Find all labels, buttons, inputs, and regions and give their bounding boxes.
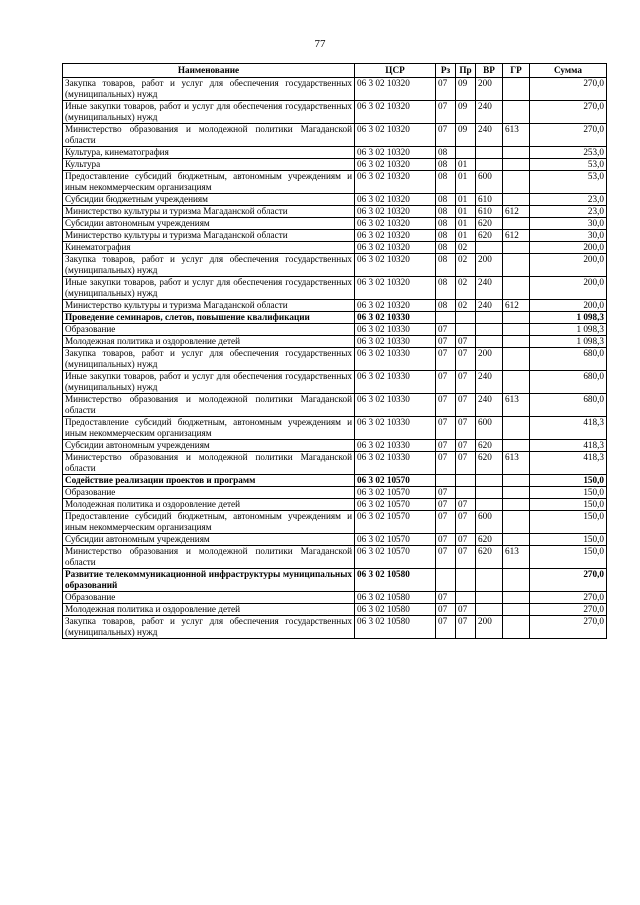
pr-cell: 07 <box>456 546 476 569</box>
table-row <box>63 394 607 417</box>
name-cell: Проведение семинаров, слетов, повышение квалификации <box>63 312 355 324</box>
table-body <box>63 78 607 639</box>
vr-cell: 240 <box>476 394 503 417</box>
sum-cell: 150,0 <box>530 487 607 499</box>
header-rz: Рз <box>436 64 456 78</box>
rz-cell: 07 <box>436 511 456 534</box>
table-row <box>63 159 607 171</box>
gr-cell: 613 <box>503 452 530 475</box>
vr-cell <box>476 312 503 324</box>
name-cell: Закупка товаров, работ и услуг для обеспечения государственных (муниципальных) нужд <box>63 78 355 101</box>
name-cell: Молодежная политика и оздоровление детей <box>63 336 355 348</box>
sum-cell: 680,0 <box>530 348 607 371</box>
rz-cell: 07 <box>436 124 456 147</box>
csr-cell: 06 3 02 10320 <box>355 277 436 300</box>
gr-cell <box>503 569 530 592</box>
rz-cell: 07 <box>436 371 456 394</box>
gr-cell <box>503 147 530 159</box>
vr-cell: 600 <box>476 171 503 194</box>
name-cell: Предоставление субсидий бюджетным, автономным учреждениям и иным некоммерческим организациям <box>63 417 355 440</box>
sum-cell: 270,0 <box>530 124 607 147</box>
vr-cell: 620 <box>476 452 503 475</box>
csr-cell: 06 3 02 10320 <box>355 218 436 230</box>
table-row <box>63 592 607 604</box>
pr-cell <box>456 487 476 499</box>
table-row <box>63 277 607 300</box>
header-pr: Пр <box>456 64 476 78</box>
name-cell: Иные закупки товаров, работ и услуг для обеспечения государственных (муниципальных) нужд <box>63 277 355 300</box>
csr-cell: 06 3 02 10320 <box>355 159 436 171</box>
vr-cell <box>476 147 503 159</box>
table-row <box>63 254 607 277</box>
gr-cell: 613 <box>503 394 530 417</box>
csr-cell: 06 3 02 10320 <box>355 254 436 277</box>
rz-cell: 08 <box>436 194 456 206</box>
vr-cell <box>476 569 503 592</box>
pr-cell: 07 <box>456 417 476 440</box>
sum-cell: 418,3 <box>530 417 607 440</box>
rz-cell: 07 <box>436 546 456 569</box>
pr-cell <box>456 592 476 604</box>
csr-cell: 06 3 02 10330 <box>355 336 436 348</box>
page-number: 77 <box>314 38 326 50</box>
vr-cell: 620 <box>476 218 503 230</box>
name-cell: Министерство культуры и туризма Магаданской области <box>63 230 355 242</box>
table-row <box>63 417 607 440</box>
sum-cell: 150,0 <box>530 499 607 511</box>
name-cell: Субсидии автономным учреждениям <box>63 218 355 230</box>
csr-cell: 06 3 02 10320 <box>355 194 436 206</box>
gr-cell <box>503 218 530 230</box>
table-row <box>63 487 607 499</box>
gr-cell <box>503 336 530 348</box>
vr-cell: 600 <box>476 417 503 440</box>
name-cell: Субсидии бюджетным учреждениям <box>63 194 355 206</box>
gr-cell <box>503 312 530 324</box>
sum-cell: 150,0 <box>530 534 607 546</box>
sum-cell: 418,3 <box>530 440 607 452</box>
rz-cell: 08 <box>436 218 456 230</box>
csr-cell: 06 3 02 10320 <box>355 101 436 124</box>
table-row <box>63 546 607 569</box>
pr-cell: 09 <box>456 101 476 124</box>
sum-cell: 30,0 <box>530 218 607 230</box>
header-csr: ЦСР <box>355 64 436 78</box>
pr-cell: 07 <box>456 348 476 371</box>
pr-cell: 01 <box>456 194 476 206</box>
name-cell: Министерство культуры и туризма Магаданской области <box>63 206 355 218</box>
csr-cell: 06 3 02 10570 <box>355 487 436 499</box>
name-cell: Образование <box>63 592 355 604</box>
name-cell: Молодежная политика и оздоровление детей <box>63 499 355 511</box>
vr-cell: 620 <box>476 546 503 569</box>
gr-cell: 612 <box>503 300 530 312</box>
csr-cell: 06 3 02 10570 <box>355 546 436 569</box>
table-row <box>63 194 607 206</box>
rz-cell: 07 <box>436 592 456 604</box>
name-cell: Министерство образования и молодежной политики Магаданской области <box>63 546 355 569</box>
csr-cell: 06 3 02 10330 <box>355 394 436 417</box>
sum-cell: 53,0 <box>530 171 607 194</box>
name-cell: Образование <box>63 487 355 499</box>
header-sum: Сумма <box>530 64 607 78</box>
rz-cell: 07 <box>436 336 456 348</box>
name-cell: Предоставление субсидий бюджетным, автономным учреждениям и иным некоммерческим организациям <box>63 511 355 534</box>
sum-cell: 30,0 <box>530 230 607 242</box>
table-row <box>63 242 607 254</box>
sum-cell: 270,0 <box>530 101 607 124</box>
sum-cell: 1 098,3 <box>530 312 607 324</box>
name-cell: Министерство образования и молодежной политики Магаданской области <box>63 124 355 147</box>
header-vr: ВР <box>476 64 503 78</box>
gr-cell <box>503 194 530 206</box>
vr-cell: 240 <box>476 101 503 124</box>
csr-cell: 06 3 02 10330 <box>355 312 436 324</box>
pr-cell: 07 <box>456 394 476 417</box>
vr-cell <box>476 487 503 499</box>
csr-cell: 06 3 02 10330 <box>355 452 436 475</box>
sum-cell: 270,0 <box>530 616 607 639</box>
name-cell: Культура <box>63 159 355 171</box>
pr-cell: 07 <box>456 336 476 348</box>
rz-cell: 07 <box>436 78 456 101</box>
pr-cell: 01 <box>456 171 476 194</box>
sum-cell: 23,0 <box>530 194 607 206</box>
gr-cell <box>503 511 530 534</box>
vr-cell: 240 <box>476 124 503 147</box>
table-row <box>63 230 607 242</box>
sum-cell: 270,0 <box>530 592 607 604</box>
csr-cell: 06 3 02 10330 <box>355 417 436 440</box>
table-row <box>63 206 607 218</box>
csr-cell: 06 3 02 10330 <box>355 440 436 452</box>
rz-cell: 08 <box>436 159 456 171</box>
gr-cell <box>503 277 530 300</box>
pr-cell: 07 <box>456 452 476 475</box>
gr-cell <box>503 417 530 440</box>
name-cell: Культура, кинематография <box>63 147 355 159</box>
table-row <box>63 616 607 639</box>
name-cell: Иные закупки товаров, работ и услуг для обеспечения государственных (муниципальных) нужд <box>63 101 355 124</box>
pr-cell <box>456 312 476 324</box>
csr-cell: 06 3 02 10580 <box>355 592 436 604</box>
pr-cell: 09 <box>456 124 476 147</box>
pr-cell: 07 <box>456 534 476 546</box>
pr-cell <box>456 324 476 336</box>
rz-cell: 08 <box>436 230 456 242</box>
pr-cell <box>456 475 476 487</box>
rz-cell: 08 <box>436 147 456 159</box>
csr-cell: 06 3 02 10320 <box>355 242 436 254</box>
csr-cell: 06 3 02 10320 <box>355 124 436 147</box>
csr-cell: 06 3 02 10570 <box>355 499 436 511</box>
sum-cell: 1 098,3 <box>530 336 607 348</box>
rz-cell: 08 <box>436 171 456 194</box>
vr-cell <box>476 475 503 487</box>
vr-cell <box>476 499 503 511</box>
vr-cell <box>476 604 503 616</box>
vr-cell: 610 <box>476 206 503 218</box>
sum-cell: 680,0 <box>530 371 607 394</box>
pr-cell: 07 <box>456 440 476 452</box>
name-cell: Содействие реализации проектов и программ <box>63 475 355 487</box>
pr-cell: 02 <box>456 300 476 312</box>
sum-cell: 270,0 <box>530 569 607 592</box>
gr-cell <box>503 534 530 546</box>
sum-cell: 418,3 <box>530 452 607 475</box>
pr-cell: 01 <box>456 206 476 218</box>
vr-cell: 240 <box>476 371 503 394</box>
vr-cell <box>476 336 503 348</box>
gr-cell <box>503 487 530 499</box>
rz-cell: 07 <box>436 452 456 475</box>
csr-cell: 06 3 02 10570 <box>355 511 436 534</box>
csr-cell: 06 3 02 10580 <box>355 604 436 616</box>
gr-cell <box>503 499 530 511</box>
rz-cell: 07 <box>436 394 456 417</box>
pr-cell: 09 <box>456 78 476 101</box>
vr-cell: 200 <box>476 616 503 639</box>
rz-cell: 07 <box>436 604 456 616</box>
name-cell: Закупка товаров, работ и услуг для обеспечения государственных (муниципальных) нужд <box>63 254 355 277</box>
header-name: Наименование <box>63 64 355 78</box>
csr-cell: 06 3 02 10320 <box>355 78 436 101</box>
gr-cell <box>503 475 530 487</box>
table-row <box>63 534 607 546</box>
name-cell: Предоставление субсидий бюджетным, автономным учреждениям и иным некоммерческим организациям <box>63 171 355 194</box>
sum-cell: 680,0 <box>530 394 607 417</box>
pr-cell: 01 <box>456 159 476 171</box>
rz-cell: 07 <box>436 499 456 511</box>
header-gr: ГР <box>503 64 530 78</box>
table-header-row <box>63 64 607 78</box>
rz-cell: 07 <box>436 440 456 452</box>
name-cell: Молодежная политика и оздоровление детей <box>63 604 355 616</box>
pr-cell <box>456 569 476 592</box>
rz-cell: 07 <box>436 534 456 546</box>
pr-cell: 07 <box>456 499 476 511</box>
name-cell: Субсидии автономным учреждениям <box>63 534 355 546</box>
rz-cell: 07 <box>436 417 456 440</box>
name-cell: Субсидии автономным учреждениям <box>63 440 355 452</box>
gr-cell: 613 <box>503 124 530 147</box>
pr-cell: 01 <box>456 218 476 230</box>
sum-cell: 270,0 <box>530 78 607 101</box>
gr-cell <box>503 254 530 277</box>
table-row <box>63 218 607 230</box>
gr-cell <box>503 101 530 124</box>
vr-cell: 200 <box>476 78 503 101</box>
gr-cell <box>503 159 530 171</box>
name-cell: Кинематография <box>63 242 355 254</box>
pr-cell <box>456 147 476 159</box>
table-row <box>63 336 607 348</box>
rz-cell: 08 <box>436 254 456 277</box>
vr-cell: 200 <box>476 348 503 371</box>
table-row <box>63 348 607 371</box>
rz-cell: 08 <box>436 206 456 218</box>
csr-cell: 06 3 02 10330 <box>355 324 436 336</box>
gr-cell <box>503 171 530 194</box>
name-cell: Министерство образования и молодежной политики Магаданской области <box>63 394 355 417</box>
csr-cell: 06 3 02 10580 <box>355 569 436 592</box>
name-cell: Образование <box>63 324 355 336</box>
table-row <box>63 147 607 159</box>
csr-cell: 06 3 02 10320 <box>355 171 436 194</box>
table-row <box>63 604 607 616</box>
csr-cell: 06 3 02 10330 <box>355 371 436 394</box>
gr-cell <box>503 440 530 452</box>
sum-cell: 200,0 <box>530 277 607 300</box>
budget-table <box>62 63 607 639</box>
gr-cell <box>503 78 530 101</box>
name-cell: Министерство культуры и туризма Магаданской области <box>63 300 355 312</box>
csr-cell: 06 3 02 10320 <box>355 230 436 242</box>
rz-cell <box>436 569 456 592</box>
csr-cell: 06 3 02 10320 <box>355 206 436 218</box>
table-row <box>63 475 607 487</box>
rz-cell <box>436 475 456 487</box>
gr-cell: 612 <box>503 230 530 242</box>
sum-cell: 200,0 <box>530 242 607 254</box>
sum-cell: 150,0 <box>530 475 607 487</box>
rz-cell: 08 <box>436 300 456 312</box>
vr-cell: 200 <box>476 254 503 277</box>
vr-cell: 600 <box>476 511 503 534</box>
table-row <box>63 511 607 534</box>
vr-cell: 240 <box>476 277 503 300</box>
rz-cell: 07 <box>436 616 456 639</box>
table-row <box>63 324 607 336</box>
sum-cell: 1 098,3 <box>530 324 607 336</box>
vr-cell <box>476 324 503 336</box>
vr-cell: 240 <box>476 300 503 312</box>
gr-cell <box>503 616 530 639</box>
table-row <box>63 300 607 312</box>
name-cell: Закупка товаров, работ и услуг для обеспечения государственных (муниципальных) нужд <box>63 348 355 371</box>
sum-cell: 150,0 <box>530 511 607 534</box>
sum-cell: 253,0 <box>530 147 607 159</box>
rz-cell: 07 <box>436 324 456 336</box>
vr-cell: 620 <box>476 230 503 242</box>
gr-cell <box>503 242 530 254</box>
gr-cell: 613 <box>503 546 530 569</box>
table-row <box>63 569 607 592</box>
pr-cell: 02 <box>456 242 476 254</box>
vr-cell: 620 <box>476 440 503 452</box>
pr-cell: 01 <box>456 230 476 242</box>
pr-cell: 02 <box>456 254 476 277</box>
gr-cell <box>503 592 530 604</box>
sum-cell: 270,0 <box>530 604 607 616</box>
gr-cell <box>503 371 530 394</box>
table-row <box>63 101 607 124</box>
vr-cell: 620 <box>476 534 503 546</box>
name-cell: Министерство образования и молодежной политики Магаданской области <box>63 452 355 475</box>
rz-cell <box>436 312 456 324</box>
rz-cell: 07 <box>436 348 456 371</box>
sum-cell: 150,0 <box>530 546 607 569</box>
rz-cell: 07 <box>436 487 456 499</box>
csr-cell: 06 3 02 10570 <box>355 475 436 487</box>
name-cell: Развитие телекоммуникационной инфраструктуры муниципальных образований <box>63 569 355 592</box>
pr-cell: 07 <box>456 511 476 534</box>
vr-cell <box>476 592 503 604</box>
pr-cell: 02 <box>456 277 476 300</box>
pr-cell: 07 <box>456 616 476 639</box>
table-row <box>63 499 607 511</box>
pr-cell: 07 <box>456 604 476 616</box>
name-cell: Иные закупки товаров, работ и услуг для обеспечения государственных (муниципальных) нужд <box>63 371 355 394</box>
sum-cell: 23,0 <box>530 206 607 218</box>
table-row <box>63 440 607 452</box>
csr-cell: 06 3 02 10320 <box>355 147 436 159</box>
vr-cell <box>476 159 503 171</box>
gr-cell: 612 <box>503 206 530 218</box>
rz-cell: 08 <box>436 277 456 300</box>
rz-cell: 08 <box>436 242 456 254</box>
gr-cell <box>503 348 530 371</box>
table-row <box>63 124 607 147</box>
csr-cell: 06 3 02 10580 <box>355 616 436 639</box>
table-row <box>63 78 607 101</box>
name-cell: Закупка товаров, работ и услуг для обеспечения государственных (муниципальных) нужд <box>63 616 355 639</box>
sum-cell: 200,0 <box>530 300 607 312</box>
csr-cell: 06 3 02 10330 <box>355 348 436 371</box>
table-row <box>63 171 607 194</box>
pr-cell: 07 <box>456 371 476 394</box>
gr-cell <box>503 324 530 336</box>
vr-cell: 610 <box>476 194 503 206</box>
sum-cell: 200,0 <box>530 254 607 277</box>
vr-cell <box>476 242 503 254</box>
table-row <box>63 312 607 324</box>
csr-cell: 06 3 02 10570 <box>355 534 436 546</box>
table-row <box>63 371 607 394</box>
csr-cell: 06 3 02 10320 <box>355 300 436 312</box>
rz-cell: 07 <box>436 101 456 124</box>
table-row <box>63 452 607 475</box>
gr-cell <box>503 604 530 616</box>
sum-cell: 53,0 <box>530 159 607 171</box>
